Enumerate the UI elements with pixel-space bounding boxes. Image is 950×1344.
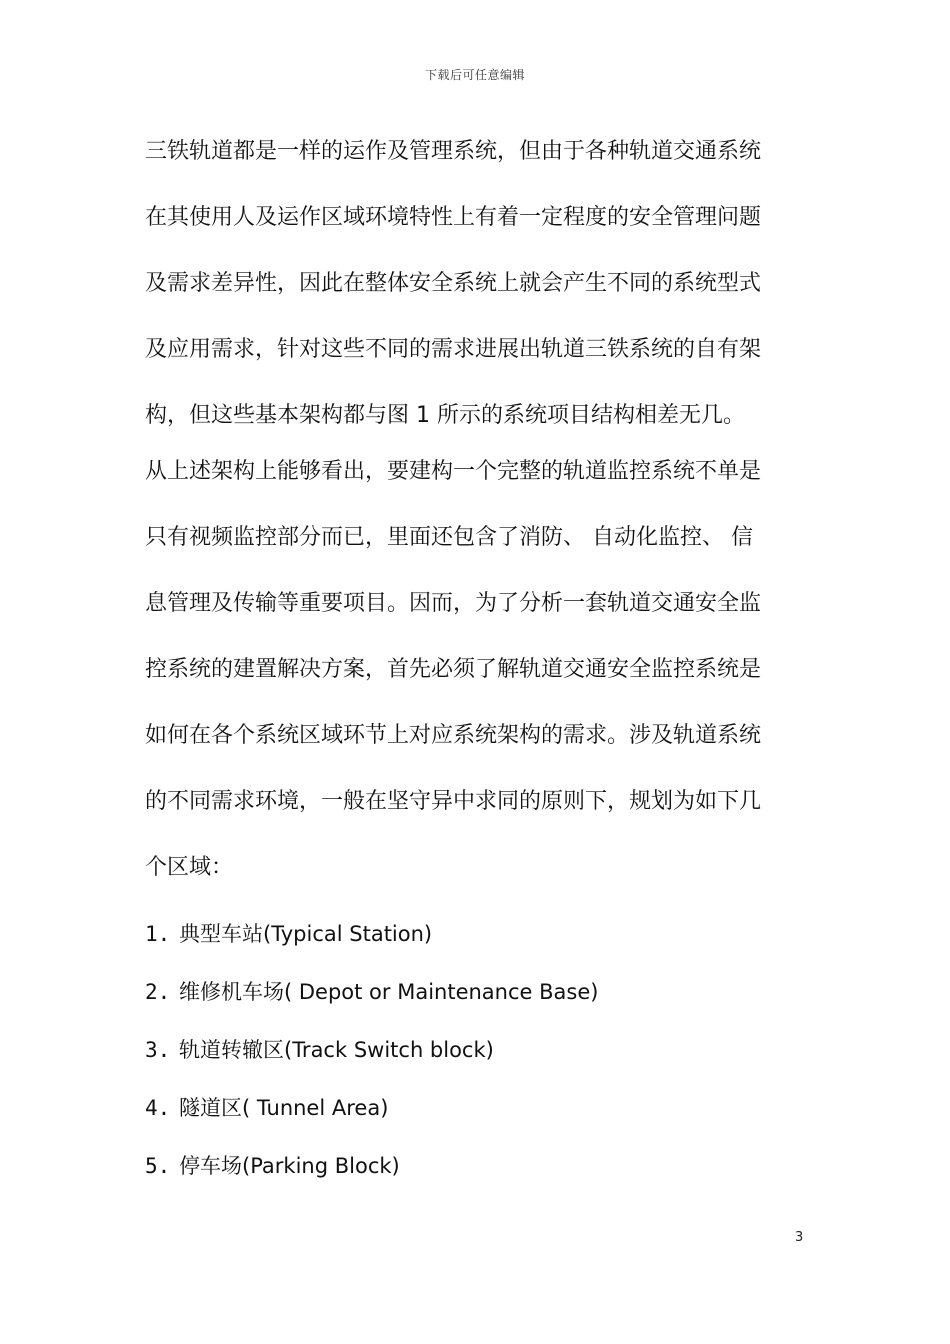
- list-item: [145, 912, 795, 970]
- paragraph-line: 三铁轨道都是一样的运作及管理系统，但由于各种轨道交通系统: [145, 139, 762, 164]
- list-item-number: 4.: [145, 1096, 171, 1120]
- paragraph-line: 从上述架构上能够看出，要建构一个完整的轨道监控系统不单是: [145, 459, 762, 484]
- paragraph-line: 及需求差异性，因此在整体安全系统上就会产生不同的系统型式: [145, 271, 762, 296]
- paragraph-line: 个区域：: [145, 855, 234, 880]
- list-item-text: 隧道区( Tunnel Area): [179, 1096, 389, 1120]
- paragraph-line: 及应用需求，针对这些不同的需求进展出轨道三铁系统的自有架: [145, 337, 762, 362]
- list-item-text: 典型车站(Typical Station): [179, 922, 433, 946]
- paragraph-line: 如何在各个系统区域环节上对应系统架构的需求。涉及轨道系统: [145, 723, 762, 748]
- header-note: 下载后可任意编辑: [424, 68, 525, 82]
- list-item-text: 维修机车场( Depot or Maintenance Base): [179, 980, 599, 1004]
- list-item-number: 5.: [145, 1154, 171, 1178]
- paragraph-2: [145, 450, 795, 912]
- paragraph-line: 只有视频监控部分而已，里面还包含了消防、 自动化监控、 信: [145, 525, 753, 550]
- list-item: [145, 1086, 795, 1144]
- paragraph-line: 构，但这些基本架构都与图 1 所示的系统项目结构相差无几。: [145, 403, 745, 428]
- list-item-text: 停车场(Parking Block): [179, 1154, 400, 1178]
- list-item-number: 2.: [145, 980, 171, 1004]
- list-item: [145, 1144, 795, 1202]
- paragraph-line: 控系统的建置解决方案，首先必须了解轨道交通安全监控系统是: [145, 657, 762, 682]
- list-item-number: 3.: [145, 1038, 171, 1062]
- paragraph-line: 的不同需求环境，一般在坚守异中求同的原则下，规划为如下几: [145, 789, 762, 814]
- page-number: 3: [795, 1230, 804, 1245]
- region-list: [145, 912, 795, 1202]
- paragraph-line: 在其使用人及运作区域环境特性上有着一定程度的安全管理问题: [145, 205, 762, 230]
- document-body: [145, 130, 795, 1202]
- paragraph-1: [145, 130, 795, 450]
- list-item-number: 1.: [145, 922, 171, 946]
- paragraph-line: 息管理及传输等重要项目。因而，为了分析一套轨道交通安全监: [145, 591, 762, 616]
- list-item: [145, 970, 795, 1028]
- list-item-text: 轨道转辙区(Track Switch block): [179, 1038, 494, 1062]
- list-item: [145, 1028, 795, 1086]
